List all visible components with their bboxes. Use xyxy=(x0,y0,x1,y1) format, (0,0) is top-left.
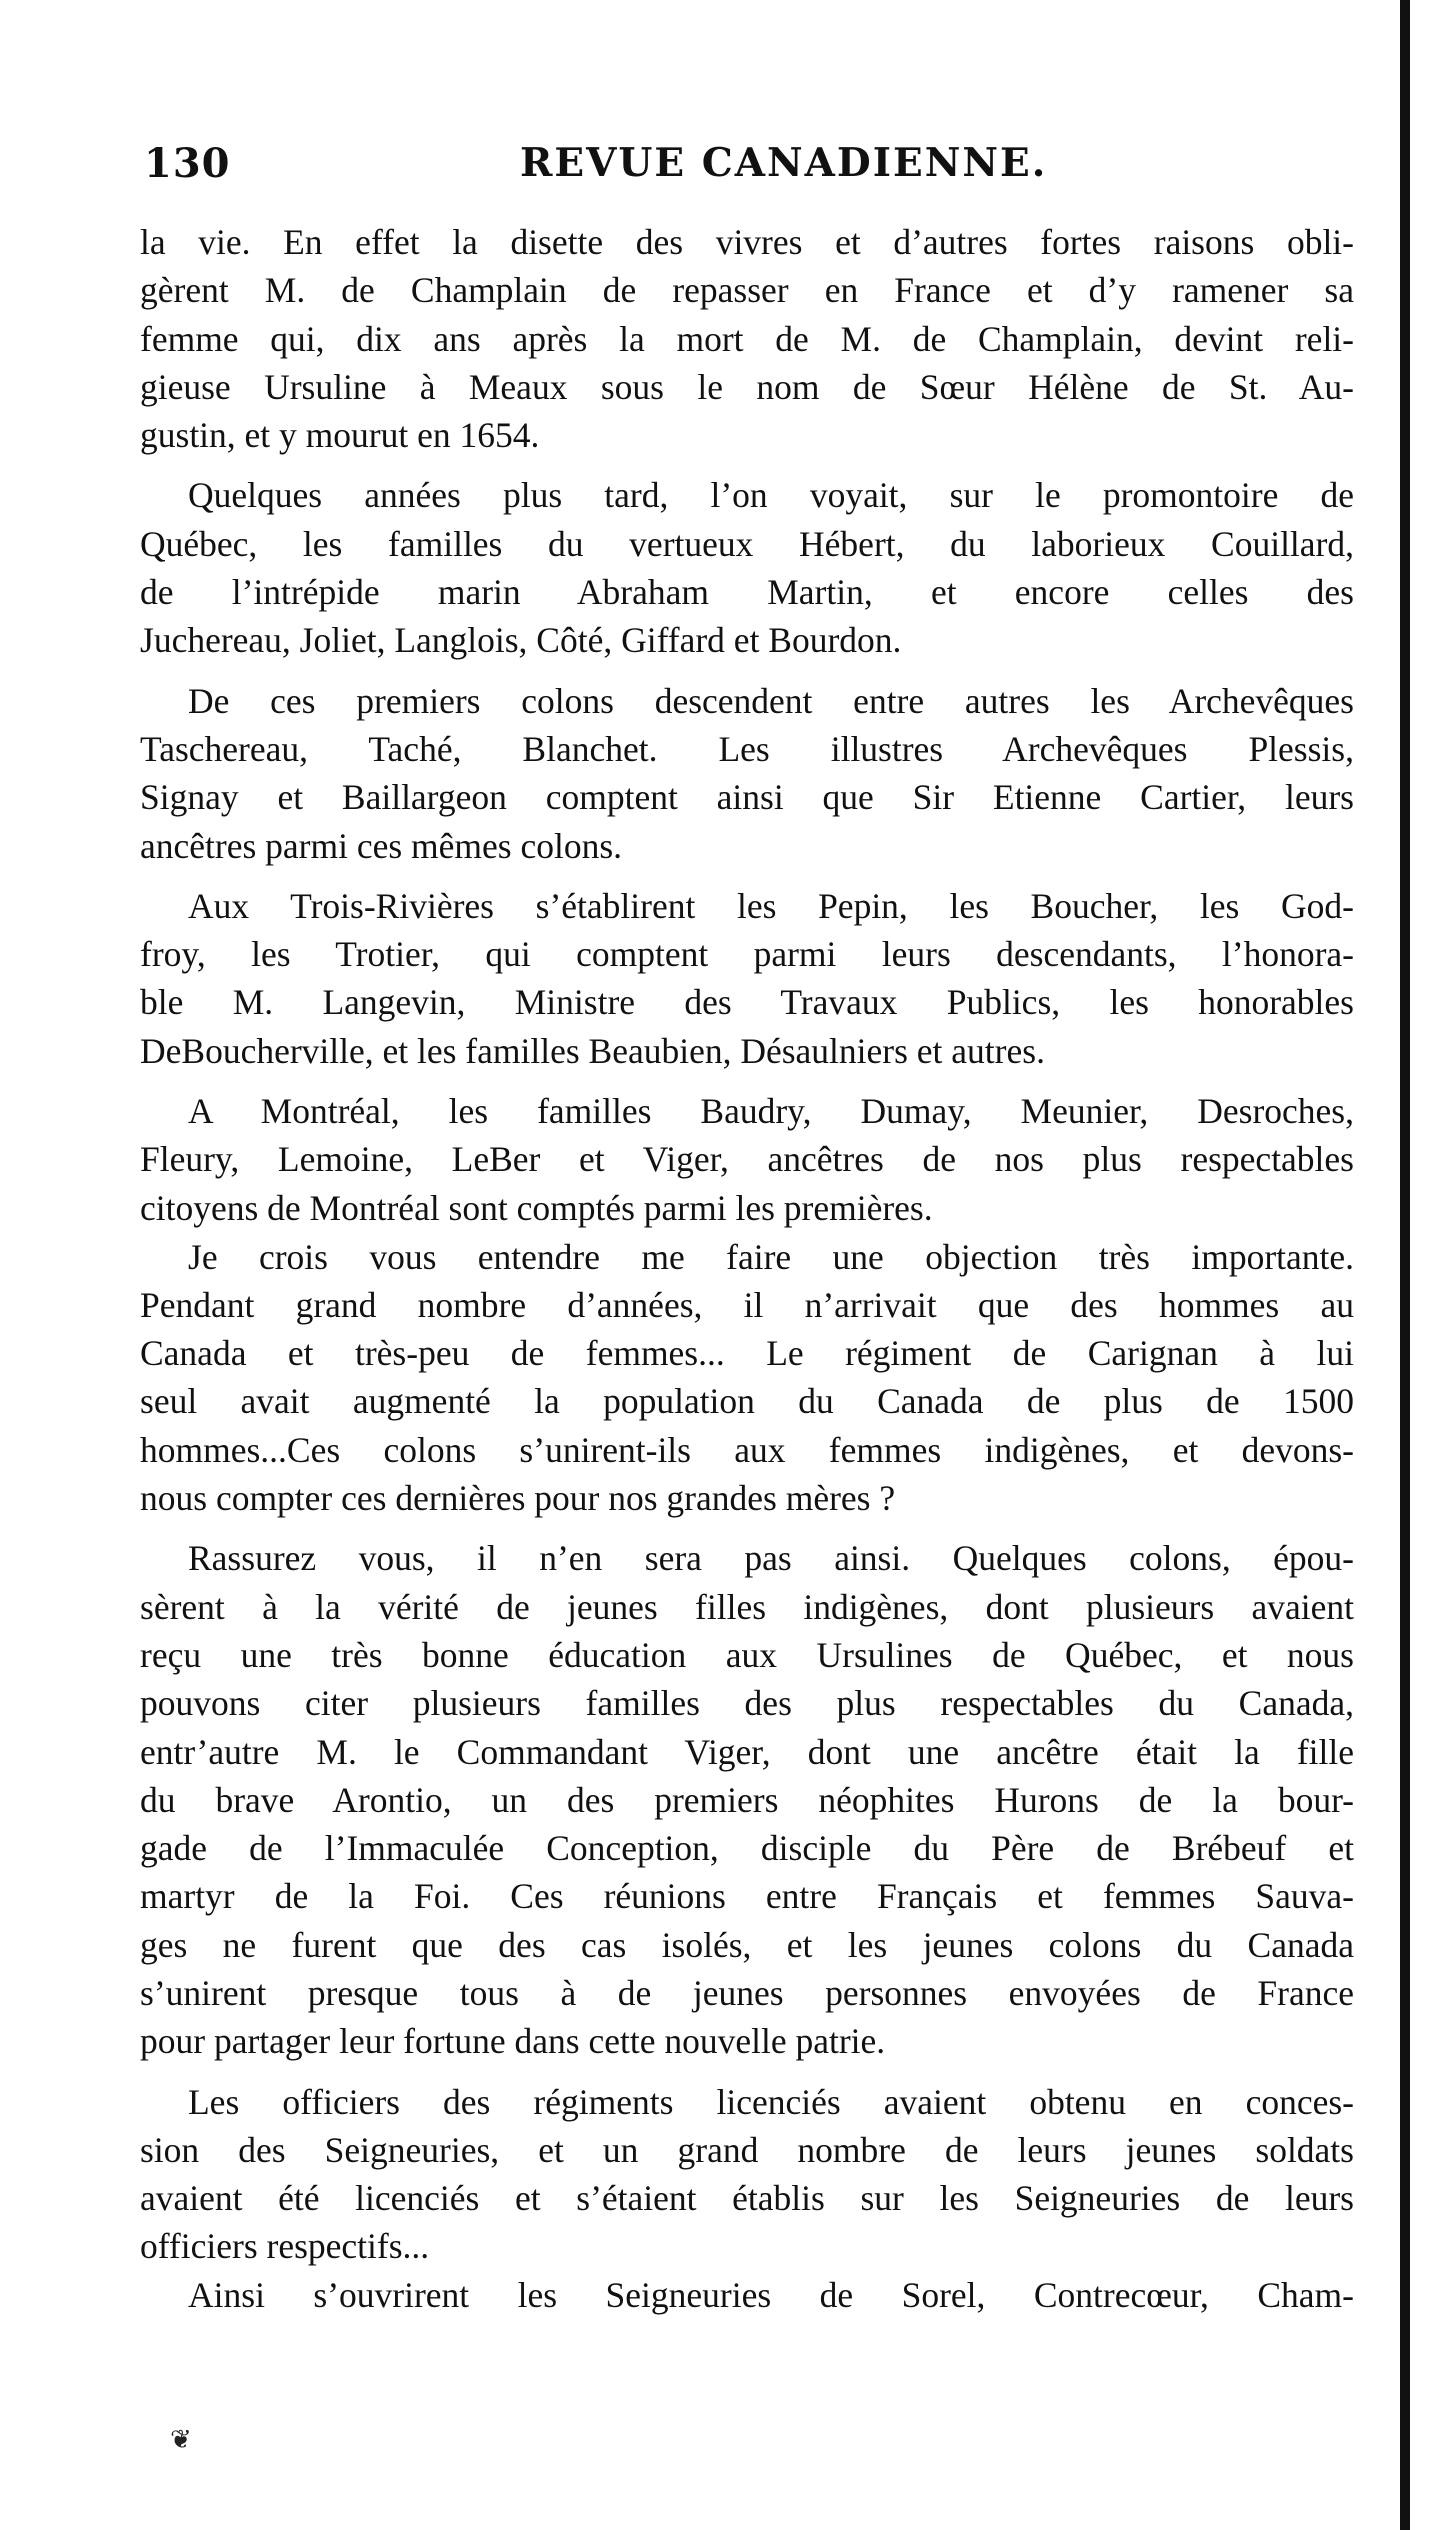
text-line: froy, les Trotier, qui comptent parmi leurs descendants, l’honora- xyxy=(140,934,1354,975)
text-line: gade de l’Immaculée Conception, disciple du Père de Brébeuf et xyxy=(140,1828,1354,1869)
text-line: Fleury, Lemoine, LeBer et Viger, ancêtres de nos plus respectables xyxy=(140,1139,1354,1180)
text-line: Juchereau, Joliet, Langlois, Côté, Giffard et Bourdon. xyxy=(140,620,902,661)
text-line: Les officiers des régiments licenciés avaient obtenu en conces- xyxy=(188,2081,1354,2122)
text-line: la vie. En effet la disette des vivres et d’autres fortes raisons obli- xyxy=(140,222,1354,262)
paragraph-2 xyxy=(140,471,1354,664)
text-line: sion des Seigneuries, et un grand nombre de leurs jeunes soldats xyxy=(140,2129,1354,2170)
text-line: ble M. Langevin, Ministre des Travaux Publics, les honorables xyxy=(140,982,1354,1023)
text-line: Aux Trois-Rivières s’établirent les Pepin, les Boucher, les God- xyxy=(188,885,1354,926)
text-line: gèrent M. de Champlain de repasser en France et d’y ramener sa xyxy=(140,270,1354,311)
text-line: DeBoucherville, et les familles Beaubien, Désaulniers et autres. xyxy=(140,1030,1045,1071)
text-line: hommes...Ces colons s’unirent-ils aux femmes indigènes, et devons- xyxy=(140,1429,1354,1470)
text-line: Canada et très-peu de femmes... Le régiment de Carignan à lui xyxy=(140,1333,1354,1374)
paragraph-8 xyxy=(140,2078,1354,2271)
text-line: ges ne furent que des cas isolés, et les jeunes colons du Canada xyxy=(140,1924,1354,1965)
text-line: Taschereau, Taché, Blanchet. Les illustres Archevêques Plessis, xyxy=(140,728,1354,769)
paragraph-4 xyxy=(140,882,1354,1075)
text-line: Je crois vous entendre me faire une objection très importante. xyxy=(188,1236,1354,1277)
text-line: avaient été licenciés et s’étaient établis sur les Seigneuries de leurs xyxy=(140,2178,1354,2219)
text-line: pour partager leur fortune dans cette nouvelle patrie. xyxy=(140,2021,886,2062)
paragraph-3 xyxy=(140,677,1354,870)
text-line: ancêtres parmi ces mêmes colons. xyxy=(140,825,623,866)
page-number: 130 xyxy=(144,140,231,187)
printer-ornament: ❦ xyxy=(170,2425,192,2455)
paragraph-9 xyxy=(140,2271,1354,2319)
text-line: gustin, et y mourut en 1654. xyxy=(140,415,540,456)
text-line: sèrent à la vérité de jeunes filles indigènes, dont plusieurs avaient xyxy=(140,1586,1354,1627)
text-line: Ainsi s’ouvrirent les Seigneuries de Sorel, Contrecœur, Cham- xyxy=(188,2275,1354,2316)
text-line: Québec, les familles du vertueux Hébert, du laborieux Couillard, xyxy=(140,523,1354,564)
text-line: de l’intrépide marin Abraham Martin, et encore celles des xyxy=(140,572,1354,613)
text-line: De ces premiers colons descendent entre autres les Archevêques xyxy=(188,680,1354,721)
running-title: REVUE CANADIENNE. xyxy=(520,140,1048,186)
page-header xyxy=(140,140,1360,200)
text-line: femme qui, dix ans après la mort de M. de Champlain, devint reli- xyxy=(140,318,1354,359)
paragraph-1 xyxy=(140,218,1354,459)
text-line: A Montréal, les familles Baudry, Dumay, Meunier, Desroches, xyxy=(188,1091,1354,1132)
text-line: entr’autre M. le Commandant Viger, dont une ancêtre était la fille xyxy=(140,1731,1354,1772)
text-line: Quelques années plus tard, l’on voyait, sur le promontoire de xyxy=(188,475,1354,516)
body-text xyxy=(140,218,1354,2320)
paragraph-5 xyxy=(140,1087,1354,1232)
text-line: Signay et Baillargeon comptent ainsi que Sir Etienne Cartier, leurs xyxy=(140,777,1354,818)
text-line: reçu une très bonne éducation aux Ursulines de Québec, et nous xyxy=(140,1634,1354,1675)
page-edge-rule xyxy=(1400,0,1410,2530)
text-line: s’unirent presque tous à de jeunes personnes envoyées de France xyxy=(140,1972,1354,2013)
text-line: du brave Arontio, un des premiers néophites Hurons de la bour- xyxy=(140,1779,1354,1820)
paragraph-6 xyxy=(140,1233,1354,1523)
text-line: martyr de la Foi. Ces réunions entre Français et femmes Sauva- xyxy=(140,1876,1354,1917)
text-line: gieuse Ursuline à Meaux sous le nom de Sœur Hélène de St. Au- xyxy=(140,366,1354,407)
text-line: nous compter ces dernières pour nos grandes mères ? xyxy=(140,1478,896,1519)
text-line: pouvons citer plusieurs familles des plus respectables du Canada, xyxy=(140,1683,1354,1724)
paragraph-7 xyxy=(140,1534,1354,2065)
text-line: seul avait augmenté la population du Canada de plus de 1500 xyxy=(140,1381,1354,1422)
text-line: officiers respectifs... xyxy=(140,2226,430,2267)
text-line: Pendant grand nombre d’années, il n’arrivait que des hommes au xyxy=(140,1284,1354,1325)
text-line: Rassurez vous, il n’en sera pas ainsi. Quelques colons, épou- xyxy=(188,1538,1354,1579)
text-line: citoyens de Montréal sont comptés parmi les premières. xyxy=(140,1187,933,1228)
